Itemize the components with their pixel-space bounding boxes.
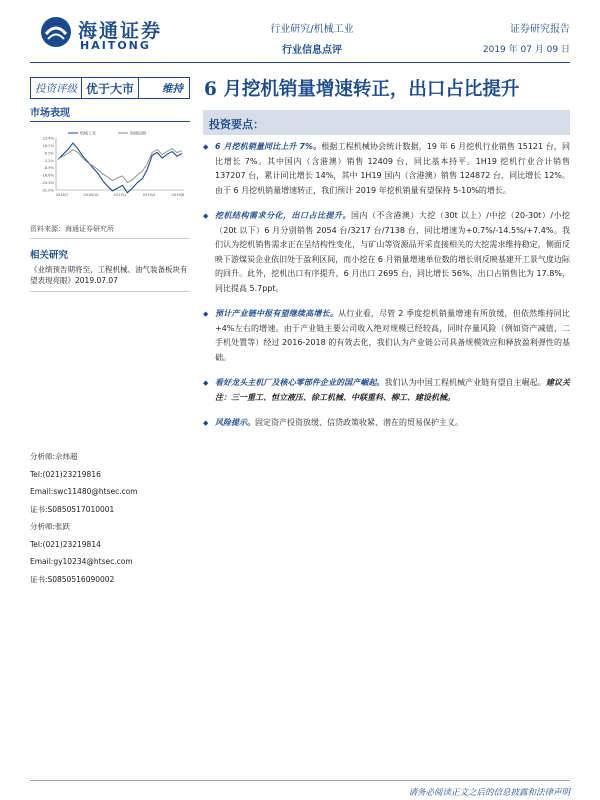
series-line: [58, 149, 182, 183]
key-point-body: 我们认为中国工程机械产业链有望自主崛起。: [384, 378, 546, 387]
analyst-email: Email:gy10234@htsec.com: [30, 557, 133, 566]
analyst-name: 分析师:张跃: [30, 522, 71, 531]
performance-chart-svg: [30, 128, 190, 204]
key-point-text: [215, 307, 570, 365]
key-point: [203, 140, 570, 198]
analyst-name: 分析师:佘炜超: [30, 452, 78, 461]
analyst-phone: Tel:(021)23219816: [30, 469, 101, 479]
analyst-block: [30, 518, 175, 588]
page-header: [0, 0, 600, 64]
analyst-certificate: 证书:S0850516090002: [30, 574, 115, 584]
key-point: [203, 416, 570, 431]
analyst-contacts: [30, 448, 175, 588]
diamond-bullet-icon: ◆: [203, 212, 209, 220]
y-tick-label: -24.3%: [41, 181, 54, 186]
analyst-block: [30, 448, 175, 518]
report-label: 证券研究报告: [510, 24, 570, 35]
y-tick-label: -32.0%: [41, 188, 54, 193]
analyst-email: Email:swc11480@htsec.com: [30, 487, 138, 496]
sidebar: [30, 104, 190, 292]
key-point-text: [215, 140, 570, 198]
series-line: [58, 143, 182, 193]
key-point: [203, 307, 570, 365]
legend-label: 海通综指: [130, 130, 146, 136]
y-tick-label: 23.4%: [42, 136, 54, 141]
y-tick-label: 6.5%: [44, 151, 54, 156]
x-tick-label: 2018/10: [83, 193, 99, 197]
diamond-bullet-icon: ◆: [203, 419, 209, 427]
key-point-lead: 预计产业链中报有望继续高增长。: [215, 309, 339, 318]
diamond-bullet-icon: ◆: [203, 310, 209, 318]
rating-value: 优于大市: [82, 78, 139, 98]
related-research-heading: 相关研究: [30, 250, 69, 261]
market-performance-heading: 市场表现: [30, 104, 190, 122]
key-point-lead: 风险提示。: [215, 418, 255, 427]
logo-chinese-name: 海通证券: [78, 20, 163, 42]
key-point: [203, 209, 570, 296]
report-title: 6 月挖机销量增速转正，出口占比提升: [204, 79, 520, 100]
key-point-lead: 挖机结构需求分化，出口占比提升。: [215, 211, 351, 220]
header-center: [252, 20, 372, 56]
header-divider: [30, 62, 570, 63]
key-point-text: [215, 416, 463, 431]
footer-divider: [30, 780, 570, 781]
key-point-lead: 6 月挖机销量同比上升 7%。: [215, 142, 322, 151]
x-tick-label: 2019/1: [113, 193, 127, 197]
related-research-item: 《业绩预告期将至，工程机械、油气装备板块有望表现亮眼》2019.07.07: [30, 264, 190, 292]
key-point-tail: 建议关注：三一重工、恒立液压、徐工机械、中联重科、柳工、建设机械。: [215, 378, 571, 402]
rating-trend: 维持: [162, 82, 183, 95]
key-point-body: 根据工程机械协会统计数据，19 年 6 月挖机行业销售 15121 台，同比增长 7%。其中国内（含港澳）销售 12409 台，同比基本持平。1H19 挖机行业合计销售 137207 台，累计同比增长 14%，其中 1H19 国内（含港澳）销售 124872 台，同比增长 12%。由于 6 月挖机销量增速转正，我们预计 2019 年挖机销量有望保持 5-10%的增长。: [215, 142, 571, 195]
disclaimer-footer: 请务必阅读正文之后的信息披露和法律声明: [408, 788, 570, 798]
y-tick-label: 16.2%: [42, 143, 54, 148]
investment-rating: [30, 77, 190, 99]
diamond-bullet-icon: ◆: [203, 379, 209, 387]
y-tick-label: -8.9%: [43, 166, 54, 171]
x-tick-label: 2019/6: [171, 193, 185, 197]
key-point-text: [215, 209, 570, 296]
x-tick-label: 2019/4: [142, 193, 156, 197]
key-points-heading: 投资要点：: [209, 118, 264, 131]
header-right: [430, 20, 570, 55]
report-date: 2019 年 07 月 09 日: [482, 45, 570, 55]
chart-source: 资料来源：海通证券研究所: [30, 224, 190, 239]
key-point: [203, 376, 570, 405]
haitong-logo-icon: [40, 16, 72, 48]
key-points-heading-bar: [203, 110, 570, 135]
key-point-body: 国内（不含港澳）大挖（30t 以上）/中挖（20-30t）/小挖（20t 以下）6 月分别销售 2054 台/3217 台/7138 台，同比增速为+0.7%/-14.5%/+7.4%。我们认为挖机销售需求正在呈结构性变化，与矿山等资源品开采直接相关的大挖需求维持稳定，侧面反映下游煤炭企业依旧处于盈利区间，而小挖在 6 月销量增速单位数的增长则反映基建开工景气度边际的回升。此外，挖机出口有序提升，6 月出口 2695 台，同比增长 56%，出口占销售比为 17.8%，同比提高 5.7ppt。: [215, 211, 571, 293]
key-points-body: [203, 140, 570, 442]
logo-english-name: HAITONG: [80, 39, 151, 52]
x-tick-label: 2018/7: [55, 193, 69, 197]
report-category: 行业研究/机械工业: [270, 24, 354, 35]
analyst-certificate: 证书:S0850517010001: [30, 504, 115, 514]
diamond-bullet-icon: ◆: [203, 143, 209, 151]
company-logo: [40, 14, 190, 54]
key-point-text: [215, 376, 570, 405]
analyst-phone: Tel:(021)23219814: [30, 539, 101, 549]
key-point-lead: 看好龙头主机厂及核心零部件企业的国产崛起。: [215, 378, 385, 387]
report-type: 行业信息点评: [282, 45, 342, 56]
y-tick-label: -1.2%: [43, 158, 54, 163]
rating-label: 投资评级: [31, 78, 82, 98]
key-point-body: 固定资产投资放缓、信贷政策收紧、潜在的贸易保护主义。: [255, 418, 463, 427]
y-tick-label: -16.6%: [41, 173, 54, 178]
legend-label: 机械工业: [80, 130, 96, 136]
key-point-body: 从行业看，尽管 2 季度挖机销量增速有所放缓，但依然维持同比+4%左右的增速。由于产业链主要公司收入绝对规模已经较高，同时存量风险（例如资产减值、二手机处置等）经过 2016-2018 的有效去化，我们认为产业链公司具备规模效应和释放盈利弹性的基础。: [215, 309, 570, 362]
market-performance-chart: [30, 128, 190, 204]
